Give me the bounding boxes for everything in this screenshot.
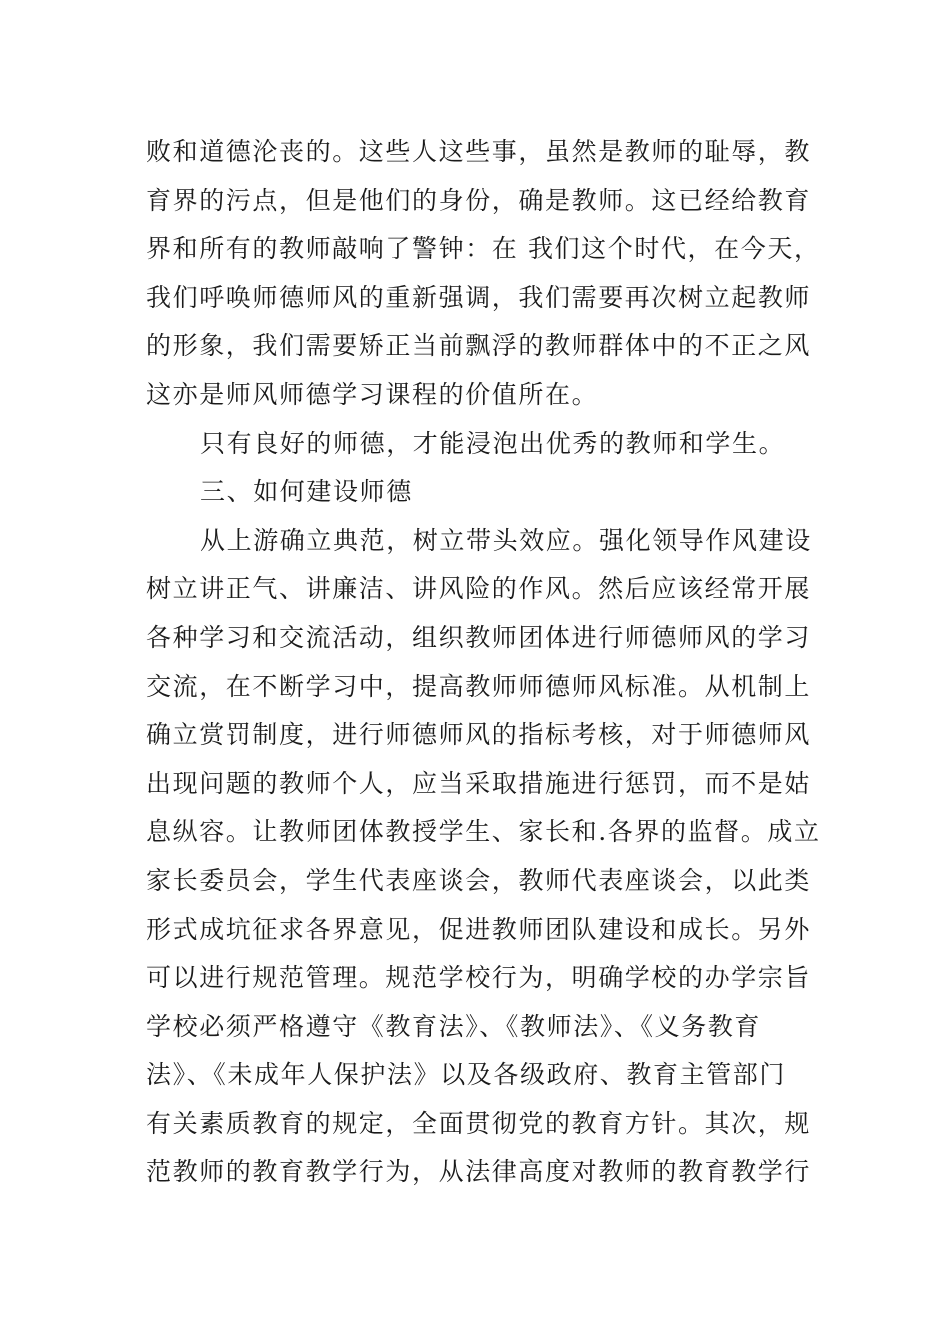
text-line-10: 树立讲正气、讲廉洁、讲风险的作风。然后应该经常开展 xyxy=(146,574,812,604)
text-line-6: 这亦是师风师德学习课程的价值所在。 xyxy=(146,379,599,409)
text-line-13: 确立赏罚制度，进行师德师风的指标考核，对于师德师风 xyxy=(146,720,812,750)
text-line-11: 各种学习和交流活动，组织教师团体进行师德师风的学习 xyxy=(146,622,812,652)
text-line-20: 法》、《未成年人保护法》以及各级政府、教育主管部门 xyxy=(146,1060,787,1090)
text-line-9: 从上游确立典范，树立带头效应。强化领导作风建设 xyxy=(200,525,812,555)
text-line-3: 界和所有的教师敲响了警钟：在 我们这个时代，在今天， xyxy=(146,234,821,264)
paragraph-summary: 只有良好的师德，才能浸泡出优秀的教师和学生。 xyxy=(200,428,786,458)
document-body xyxy=(146,128,821,1197)
text-line-18: 可以进行规范管理。规范学校行为，明确学校的办学宗旨 xyxy=(146,963,812,993)
text-line-16: 家长委员会，学生代表座谈会，教师代表座谈会，以此类 xyxy=(146,865,812,895)
text-line-4: 我们呼唤师德师风的重新强调，我们需要再次树立起教师 xyxy=(146,282,812,312)
text-line-2: 育界的污点，但是他们的身份，确是教师。这已经给教育 xyxy=(146,185,812,215)
text-line-15: 息纵容。让教师团体教授学生、家长和.各界的监督。成立 xyxy=(146,817,821,847)
text-line-22: 范教师的教育教学行为，从法律高度对教师的教育教学行 xyxy=(146,1157,812,1187)
text-line-21: 有关素质教育的规定，全面贯彻党的教育方针。其次，规 xyxy=(146,1108,812,1138)
text-line-17: 形式成坑征求各界意见，促进教师团队建设和成长。另外 xyxy=(146,914,812,944)
text-line-5: 的形象，我们需要矫正当前飘浮的教师群体中的不正之风 xyxy=(146,331,812,361)
text-line-12: 交流，在不断学习中，提高教师师德师风标准。从机制上 xyxy=(146,671,812,701)
section-heading: 三、如何建设师德 xyxy=(200,477,413,507)
text-line-19: 学校必须严格遵守《教育法》、《教师法》、《义务教育 xyxy=(146,1011,762,1041)
text-line-14: 出现问题的教师个人，应当采取措施进行惩罚，而不是姑 xyxy=(146,768,812,798)
text-line-1: 败和道德沦丧的。这些人这些事，虽然是教师的耻辱，教 xyxy=(146,137,812,166)
